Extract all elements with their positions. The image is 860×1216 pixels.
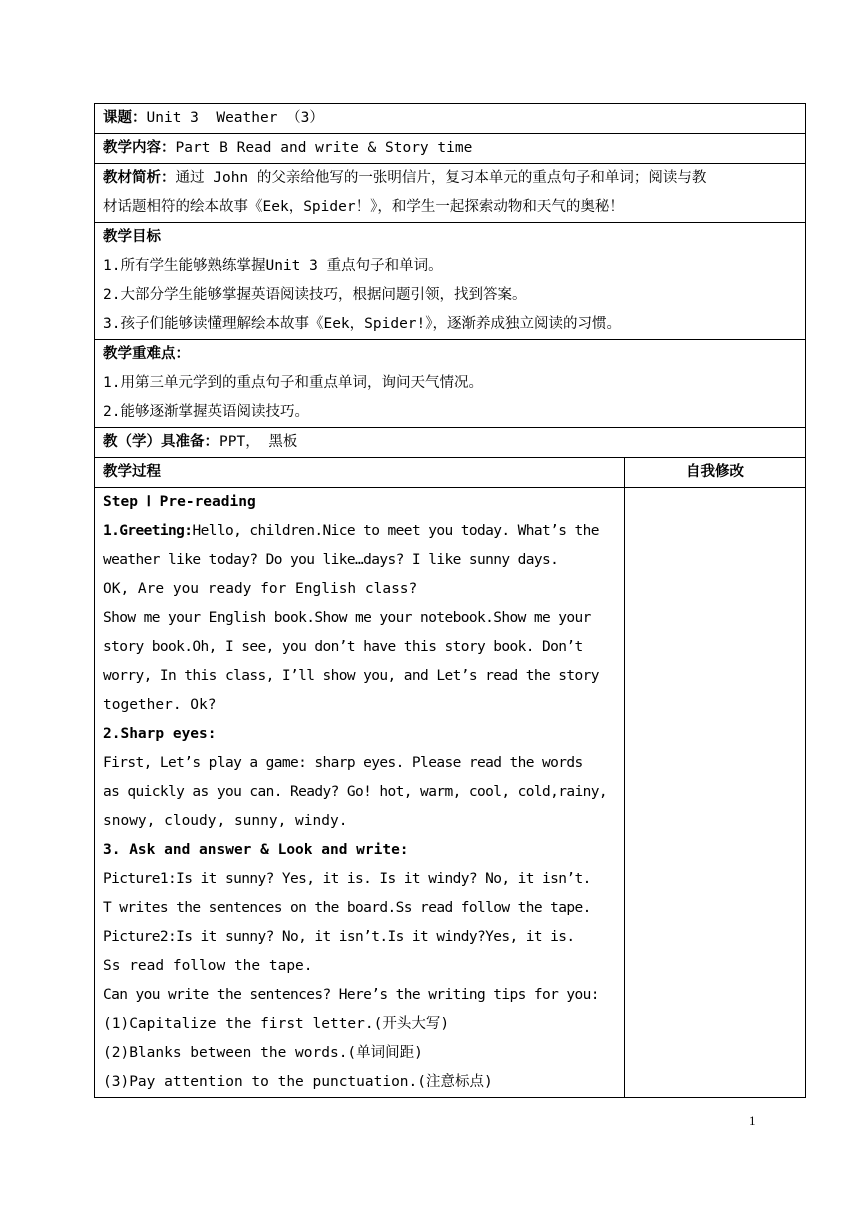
goal-item: 2.大部分学生能够掌握英语阅读技巧，根据问题引领，找到答案。: [103, 287, 527, 303]
sharp-eyes-line-1: First, Let’s play a game: sharp eyes. Please read the words: [103, 755, 583, 771]
content-row: [95, 134, 806, 164]
prep-row: [95, 428, 806, 458]
sharp-eyes-line-2: as quickly as you can. Ready? Go! hot, warm, cool, cold,rainy,: [103, 784, 608, 800]
goal-item: 3.孩子们能够读懂理解绘本故事《Eek，Spider!》，逐渐养成独立阅读的习惯。: [103, 316, 622, 332]
analysis-label: 教材简析：: [103, 170, 176, 186]
topic-label: 课题：: [103, 110, 147, 126]
goals-cell: [95, 223, 806, 340]
content-value: Part B Read and write & Story time: [175, 140, 473, 156]
analysis-line-2: 材话题相符的绘本故事《Eek，Spider！》，和学生一起探索动物和天气的奥秘！: [103, 199, 624, 215]
keypoint-item: 2.能够逐渐掌握英语阅读技巧。: [103, 404, 309, 420]
writing-tip-2: (2)Blanks between the words.(单词间距): [103, 1045, 423, 1061]
prep-cell: [95, 428, 806, 458]
step-1-title: Step Ⅰ Pre-reading: [103, 494, 256, 510]
revision-heading: 自我修改: [624, 458, 805, 488]
keypoints-row: [95, 340, 806, 428]
keypoint-item: 1.用第三单元学到的重点句子和重点单词，询问天气情况。: [103, 375, 483, 391]
content-label: 教学内容：: [103, 140, 176, 156]
ask-answer-line-2: T writes the sentences on the board.Ss read follow the tape.: [103, 900, 591, 916]
process-heading: 教学过程: [95, 458, 625, 488]
ask-answer-line-1: Picture1:Is it sunny? Yes, it is. Is it windy? No, it isn’t.: [103, 871, 591, 887]
ask-answer-title: 3. Ask and answer & Look and write:: [103, 842, 409, 858]
writing-tip-3: (3)Pay attention to the punctuation.(注意标点): [103, 1074, 493, 1090]
goals-heading: 教学目标: [103, 229, 161, 245]
ask-answer-line-3: Picture2:Is it sunny? No, it isn’t.Is it windy?Yes, it is.: [103, 929, 575, 945]
prep-value: PPT， 黑板: [219, 434, 298, 450]
lesson-plan-table: [94, 103, 806, 1098]
ask-answer-line-5: Can you write the sentences? Here’s the writing tips for you:: [103, 987, 599, 1003]
content-cell: [95, 134, 806, 164]
keypoints-heading: 教学重难点：: [103, 346, 190, 362]
writing-tip-1: (1)Capitalize the first letter.(开头大写): [103, 1016, 450, 1032]
analysis-row: [95, 164, 806, 223]
greeting-line-3: OK, Are you ready for English class?: [103, 581, 418, 597]
greeting-line-6: worry, In this class, I’ll show you, and Let’s read the story: [103, 668, 599, 684]
ask-answer-line-4: Ss read follow the tape.: [103, 958, 313, 974]
keypoints-cell: [95, 340, 806, 428]
revision-cell: [624, 488, 805, 1098]
analysis-line-1: 通过 John 的父亲给他写的一张明信片，复习本单元的重点句子和单词；阅读与教: [175, 170, 707, 186]
sharp-eyes-line-3: snowy, cloudy, sunny, windy.: [103, 813, 348, 829]
page-number: 1: [749, 1113, 756, 1128]
process-body-row: [95, 488, 806, 1098]
greeting-line-4: Show me your English book.Show me your notebook.Show me your: [103, 610, 591, 626]
sharp-eyes-title: 2.Sharp eyes:: [103, 726, 217, 742]
analysis-cell: [95, 164, 806, 223]
topic-cell: [95, 104, 806, 134]
greeting-label: 1.Greeting:: [103, 523, 193, 539]
topic-value: Unit 3 Weather （3）: [146, 110, 324, 126]
process-content-cell: [95, 488, 625, 1098]
goals-row: [95, 223, 806, 340]
greeting-line-1: Hello, children.Nice to meet you today. What’s the: [192, 523, 599, 539]
process-header-row: [95, 458, 806, 488]
prep-label: 教（学）具准备：: [103, 434, 219, 450]
greeting-line-2: weather like today? Do you like…days? I like sunny days.: [103, 552, 559, 568]
greeting-line-7: together. Ok?: [103, 697, 217, 713]
topic-row: [95, 104, 806, 134]
greeting-line-5: story book.Oh, I see, you don’t have this story book. Don’t: [103, 639, 583, 655]
goal-item: 1.所有学生能够熟练掌握Unit 3 重点句子和单词。: [103, 258, 443, 274]
